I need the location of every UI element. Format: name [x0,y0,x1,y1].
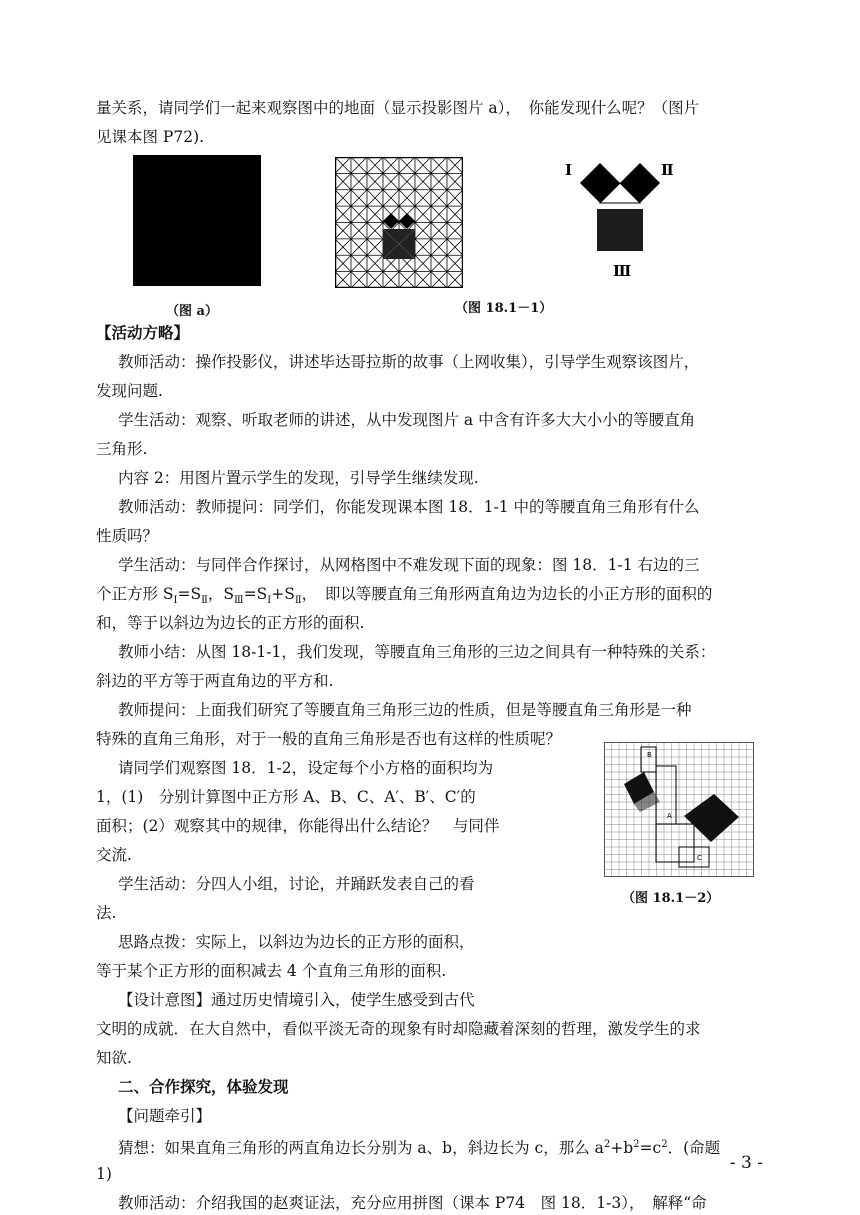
section-heading: 【问题牵引】 [118,1107,212,1125]
text-line: 教师提问：上面我们研究了等腰直角三角形三边的性质，但是等腰直角三角形是一种 [118,701,692,719]
text-line: 内容 2：用图片置示学生的发现，引导学生继续发现. [118,469,479,487]
label-B: B [647,751,652,759]
text-line: 学生活动：分四人小组，讨论，并踊跃发表自己的看 [118,875,475,893]
page-number: - 3 - [729,1153,763,1173]
label-I: Ⅰ [565,161,573,179]
figure-18-1-2 [604,742,754,877]
text-line: 交流. [96,846,132,864]
text-line: 见课本图 P72). [96,128,205,146]
text-line: 【设计意图】通过历史情境引入，使学生感受到古代 [118,991,475,1009]
figure-18-1-2-caption: （图 18.1－2） [622,891,720,906]
text-line: 等于某个正方形的面积减去 4 个直角三角形的面积. [96,962,447,980]
text-line: 三角形. [96,440,148,458]
label-III: Ⅲ [613,262,632,280]
section-heading: 二、合作探究，体验发现 [118,1077,289,1096]
text-line: 文明的成就．在大自然中，看似平淡无奇的现象有时却隐藏着深刻的哲理，激发学生的求 [96,1020,701,1038]
text-line: 学生活动：观察、听取老师的讲述，从中发现图片 a 中含有许多大大小小的等腰直角 [118,411,696,429]
figure-a [133,155,261,286]
text-line: 1，(1) 分别计算图中正方形 A、B、C、A′、B′、C′的 [96,788,476,806]
text-line: 思路点拨：实际上，以斜边为边长的正方形的面积， [118,933,475,951]
label-A: A [667,812,672,820]
text-line: 学生活动：与同伴合作探讨，从网格图中不难发现下面的现象：图 18．1-1 右边的三 [118,556,700,574]
text-line: 法. [96,904,117,922]
text-line: 教师活动：介绍我国的赵爽证法，充分应用拼图（课本 P74 图 18．1-3）， 解释“命 [118,1194,707,1212]
text-line: 性质吗？ [96,527,159,545]
text-line-formula: 个正方形 $S_Ⅰ=S_Ⅱ$，$S_Ⅲ=S_Ⅰ+S_Ⅱ$， 即以等腰直角三角形两直角边为边长的小正方形的面积的 [96,585,713,607]
text-line: 教师活动：教师提问：同学们，你能发现课本图 18．1-1 中的等腰直角三角形有什么 [118,498,700,516]
figure-18-1-1-grid [335,157,463,288]
text-line: 发现问题. [96,382,163,400]
text-line-formula: 猜想：如果直角三角形的两直角边长分别为 a、b，斜边长为 c，那么 $a^2+b^2=c^2$．(命题 [118,1139,721,1158]
section-heading: 【活动方略】 [96,323,190,342]
text-line: 面积；(2）观察其中的规律，你能得出什么结论？ 与同伴 [96,817,500,835]
label-C: C [697,854,702,862]
text-line: 教师小结：从图 18-1-1，我们发现，等腰直角三角形的三边之间具有一种特殊的关系： [118,643,716,661]
figure-a-caption: （图 a） [166,304,218,319]
text-line: 请同学们观察图 18．1-2，设定每个小方格的面积均为 [118,759,494,777]
text-line: 斜边的平方等于两直角边的平方和. [96,672,334,690]
figure-18-1-1-caption: （图 18.1－1） [455,301,553,316]
text-line: 量关系，请同学们一起来观察图中的地面（显示投影图片 a）， 你能发现什么呢？（图片 [96,99,700,117]
text-line: 知欲. [96,1049,132,1067]
text-line: 教师活动：操作投影仪，讲述毕达哥拉斯的故事（上网收集），引导学生观察该图片， [118,353,700,371]
label-II: Ⅱ [661,161,674,179]
text-line: 1) [96,1165,112,1183]
text-line: 特殊的直角三角形，对于一般的直角三角形是否也有这样的性质呢？ [96,730,562,748]
text-line: 和，等于以斜边为边长的正方形的面积. [96,614,365,632]
figure-18-1-1-squares [560,155,675,285]
